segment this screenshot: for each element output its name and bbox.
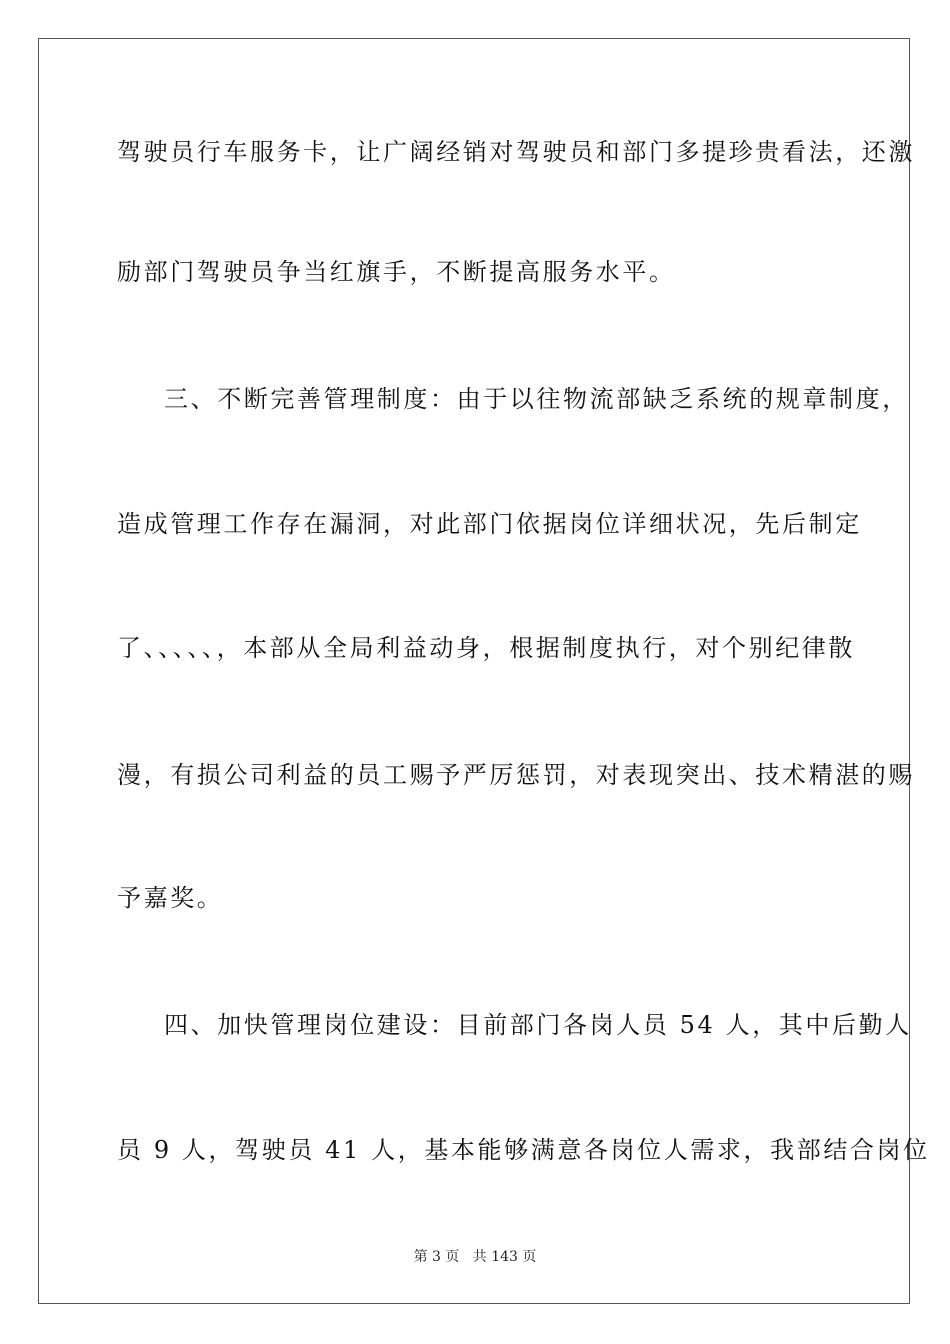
text-line-3: 三、不断完善管理制度：由于以往物流部缺乏系统的规章制度， xyxy=(164,385,909,413)
text-line-5: 了、、、、、，本部从全局利益动身，根据制度执行，对个别纪律散 xyxy=(117,634,855,662)
page-number: 第 3 页 xyxy=(413,1249,460,1265)
text-line-9: 员 9 人，驾驶员 41 人，基本能够满意各岗位人需求，我部结合岗位 xyxy=(117,1136,930,1164)
text-line-7: 予嘉奖。 xyxy=(117,884,224,912)
text-line-1: 驾驶员行车服务卡，让广阔经销对驾驶员和部门多提珍贵看法，还激 xyxy=(117,138,915,166)
page-total: 共 143 页 xyxy=(472,1249,537,1265)
text-line-4: 造成管理工作存在漏洞，对此部门依据岗位详细状况，先后制定 xyxy=(117,510,862,538)
page-border xyxy=(38,38,930,1304)
page-footer xyxy=(0,1248,950,1266)
text-line-2: 励部门驾驶员争当红旗手，不断提高服务水平。 xyxy=(117,258,676,286)
text-line-8: 四、加快管理岗位建设：目前部门各岗人员 54 人，其中后勤人 xyxy=(164,1011,912,1039)
text-line-6: 漫，有损公司利益的员工赐予严厉惩罚，对表现突出、技术精湛的赐 xyxy=(117,761,915,789)
